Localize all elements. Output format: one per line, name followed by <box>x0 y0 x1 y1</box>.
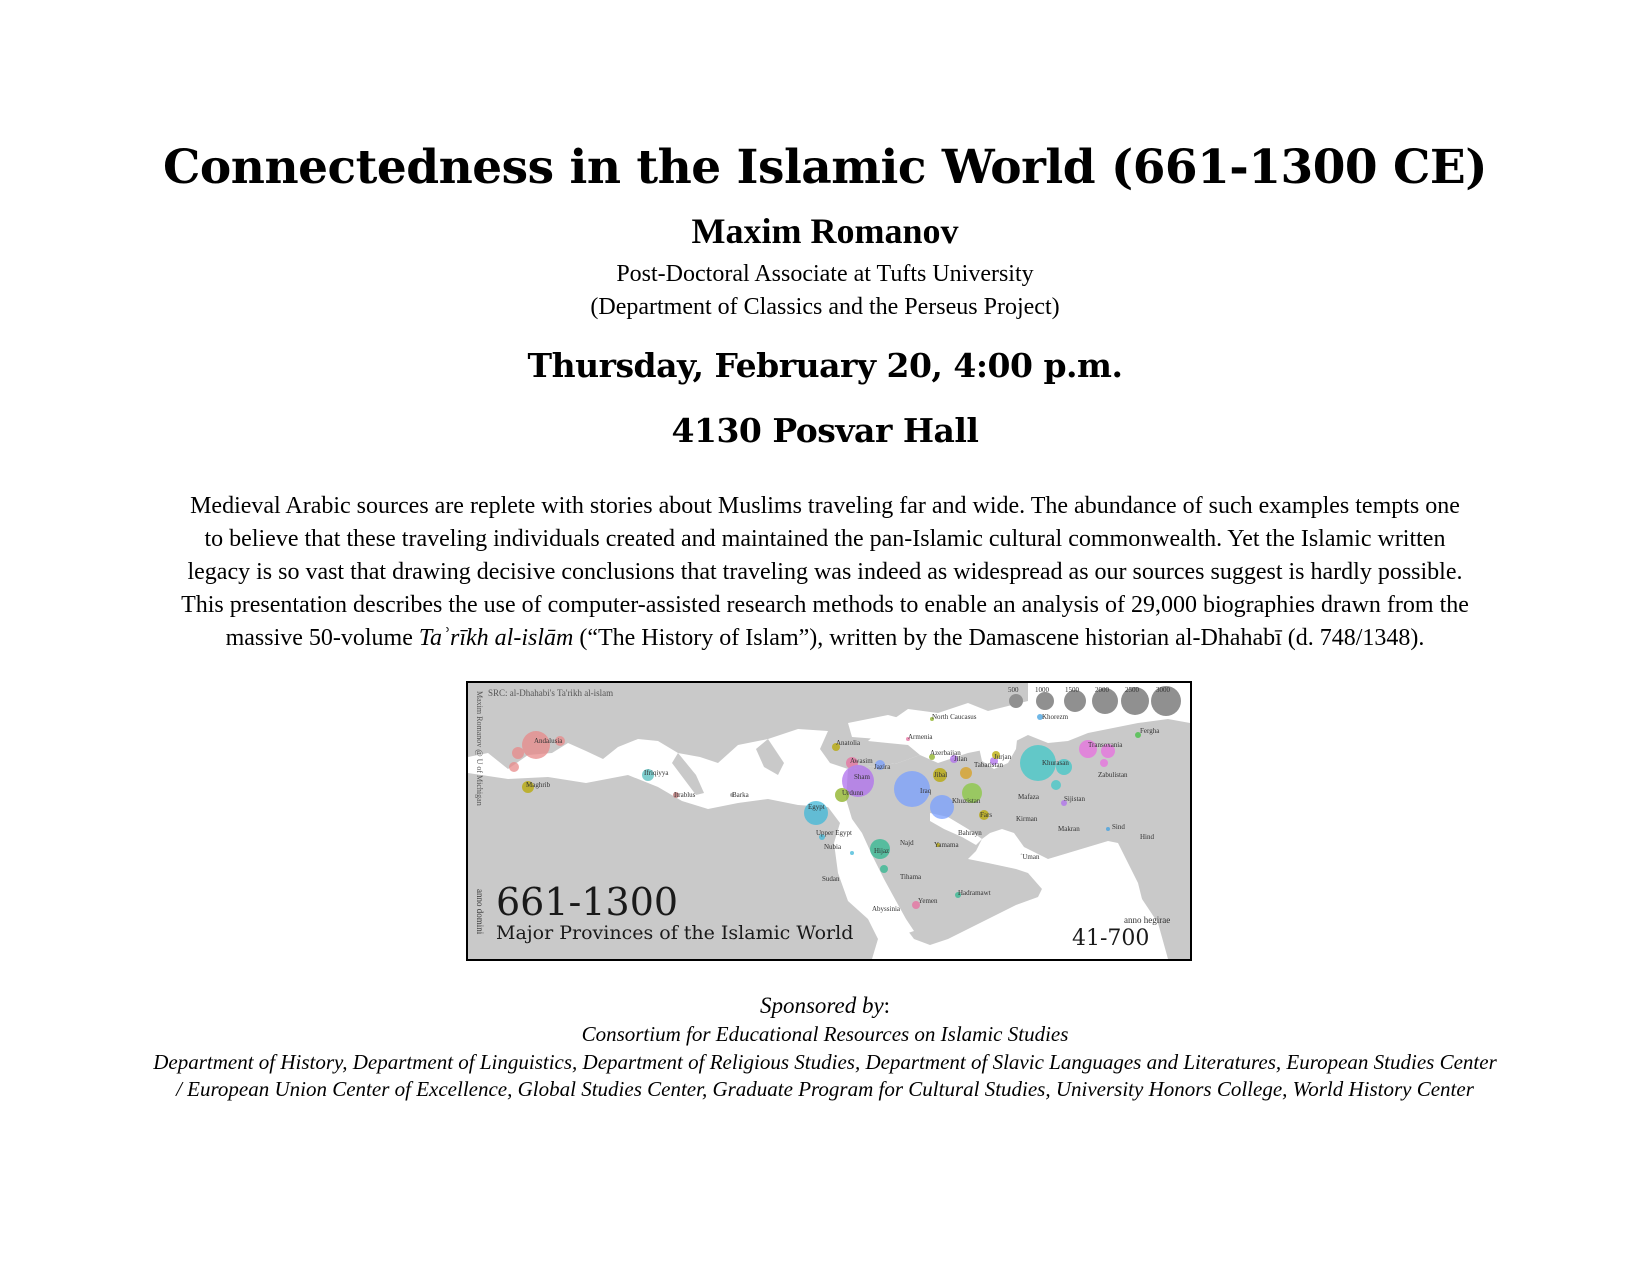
sponsor-line-1: Consortium for Educational Resources on Islamic Studies <box>581 1022 1069 1046</box>
speaker-affiliation <box>0 258 1650 324</box>
abstract <box>150 490 1500 655</box>
label-mafaza: Mafaza <box>1018 793 1039 801</box>
legend-circle-1000 <box>1036 692 1054 710</box>
label-awasim: Awasim <box>850 757 873 765</box>
bubble-khurasan-3 <box>1051 780 1061 790</box>
bubble-andalusia <box>522 731 550 759</box>
label-khurasan: Khurasan <box>1042 759 1069 767</box>
legend-label-1500: 1500 <box>1065 686 1079 694</box>
years-ad: 661-1300 <box>496 880 679 924</box>
label-fars: Fars <box>980 811 993 819</box>
label-sham: Sham <box>854 773 870 781</box>
sponsor-heading-colon: : <box>883 993 891 1018</box>
label-iraq: Iraq <box>920 787 932 795</box>
bubble-andalusia-2 <box>512 747 524 759</box>
label-upper-egypt: Upper Egypt <box>816 829 852 837</box>
bubble-andalusia-4 <box>509 762 519 772</box>
event-datetime: Thursday, February 20, 4:00 p.m. <box>527 346 1123 385</box>
label-khuzistan: Khuzistan <box>952 797 981 805</box>
event-location: 4130 Posvar Hall <box>671 411 979 450</box>
label-north-caucasus: North Caucasus <box>932 713 977 721</box>
label-tihama: Tihama <box>900 873 922 881</box>
label-egypt: Egypt <box>808 803 825 811</box>
label-bahrayn: Bahrayn <box>958 829 982 837</box>
legend-label-1000: 1000 <box>1035 686 1049 694</box>
sponsor-heading-italic: Sponsored by <box>759 993 884 1018</box>
legend-label-500: 500 <box>1008 686 1019 694</box>
legend-label-2500: 2500 <box>1125 686 1139 694</box>
label-sind: Sind <box>1112 823 1125 831</box>
label-sudan: Sudan <box>822 875 840 883</box>
bubble-khuzistan <box>930 795 954 819</box>
abstract-line-5-end: (“The History of Islam”), written by the Damascene historian al-Dhahabī (d. 748/1348). <box>573 625 1425 651</box>
abstract-line-1: Medieval Arabic sources are replete with stories about Muslims traveling far and wide. The abundance of such examples tempts one <box>190 493 1460 519</box>
sponsor-line-3: / European Union Center of Excellence, Global Studies Center, Graduate Program for Cultural Studies, University Honors College, World History Center <box>176 1077 1474 1101</box>
sponsor-heading <box>0 993 1650 1019</box>
map-graphic <box>468 683 1190 959</box>
abstract-line-5-start: massive 50-volume <box>225 625 419 651</box>
bubble-jibal-2 <box>960 767 972 779</box>
label-hind: Hind <box>1140 833 1154 841</box>
bubble-sind <box>1106 827 1110 831</box>
bubble-hijaz-2 <box>880 865 888 873</box>
label-ifriqiyya: Ifriqiyya <box>644 769 669 777</box>
provinces-map <box>466 681 1192 961</box>
label-hadramawt: Hadramawt <box>958 889 991 897</box>
map-credit: Maxim Romanov @ U of Michigan <box>475 691 484 806</box>
era-ad-label: anno domini <box>475 889 485 935</box>
speaker-position: Post-Doctoral Associate at Tufts University <box>616 261 1034 287</box>
label-armenia: Armenia <box>908 733 933 741</box>
label-sijistan: Sijistan <box>1064 795 1086 803</box>
sponsor-line-2: Department of History, Department of Linguistics, Department of Religious Studies, Department of Slavic Languages and Literatures, European Studies Center <box>153 1050 1497 1074</box>
label-jurjan: Jurjan <box>994 753 1012 761</box>
abstract-line-5 <box>150 622 1500 655</box>
label-andalusia: Andalusia <box>534 737 563 745</box>
label-makran: Makran <box>1058 825 1080 833</box>
abstract-line-2: to believe that these traveling individuals created and maintained the pan-Islamic cultural commonwealth. Yet the Islamic written <box>204 526 1446 552</box>
map-source: SRC: al-Dhahabi's Ta'rikh al-islam <box>488 688 614 698</box>
label-anatolia: Anatolia <box>836 739 861 747</box>
label-khorezm: Khorezm <box>1042 713 1069 721</box>
speaker-department: (Department of Classics and the Perseus Project) <box>590 294 1060 320</box>
book-title: Taʾrīkh al-islām <box>418 625 574 651</box>
label-zabulistan: Zabulistan <box>1098 771 1128 779</box>
bubble-transoxania-3 <box>1100 759 1108 767</box>
era-ah-label: anno hegirae <box>1124 915 1171 925</box>
label-transoxania: Transoxania <box>1088 741 1123 749</box>
label-kirman: Kirman <box>1016 815 1038 823</box>
bubble-nubia <box>850 851 854 855</box>
label-maghrib: Maghrib <box>526 781 551 789</box>
label-jilan: Jilan <box>954 755 968 763</box>
label-jazira: Jazira <box>874 763 891 771</box>
label-uman: ʿUman <box>1020 853 1040 861</box>
label-abyssinia: Abyssinia <box>872 905 900 913</box>
label-barka: Barka <box>732 791 749 799</box>
label-najd: Najd <box>900 839 914 847</box>
abstract-line-3: legacy is so vast that drawing decisive conclusions that traveling was indeed as widespread as our sources suggest is hardly possible. <box>187 559 1463 585</box>
years-ah: 41-700 <box>1072 926 1150 951</box>
label-itrablus: Itrablus <box>674 791 696 799</box>
speaker-name: Maxim Romanov <box>691 211 959 251</box>
label-fergha: Fergha <box>1140 727 1160 735</box>
label-azerbaijan: Azerbaijan <box>930 749 961 757</box>
label-tabaristan: Tabaristan <box>974 761 1004 769</box>
abstract-line-4: This presentation describes the use of computer-assisted research methods to enable an analysis of 29,000 biographies drawn from the <box>181 592 1469 618</box>
label-yemen: Yemen <box>918 897 938 905</box>
label-urdunn: Urdunn <box>842 789 864 797</box>
legend-label-3000: 3000 <box>1156 686 1170 694</box>
label-jibal: Jibal <box>934 771 948 779</box>
legend-circle-500 <box>1009 694 1023 708</box>
label-hijaz: Hijaz <box>874 847 890 855</box>
label-yamama: Yamama <box>934 841 959 849</box>
page-title: Connectedness in the Islamic World (661-1300 CE) <box>163 140 1487 195</box>
legend-label-2000: 2000 <box>1095 686 1109 694</box>
label-nubia: Nubia <box>824 843 842 851</box>
map-subtitle: Major Provinces of the Islamic World <box>496 922 854 944</box>
